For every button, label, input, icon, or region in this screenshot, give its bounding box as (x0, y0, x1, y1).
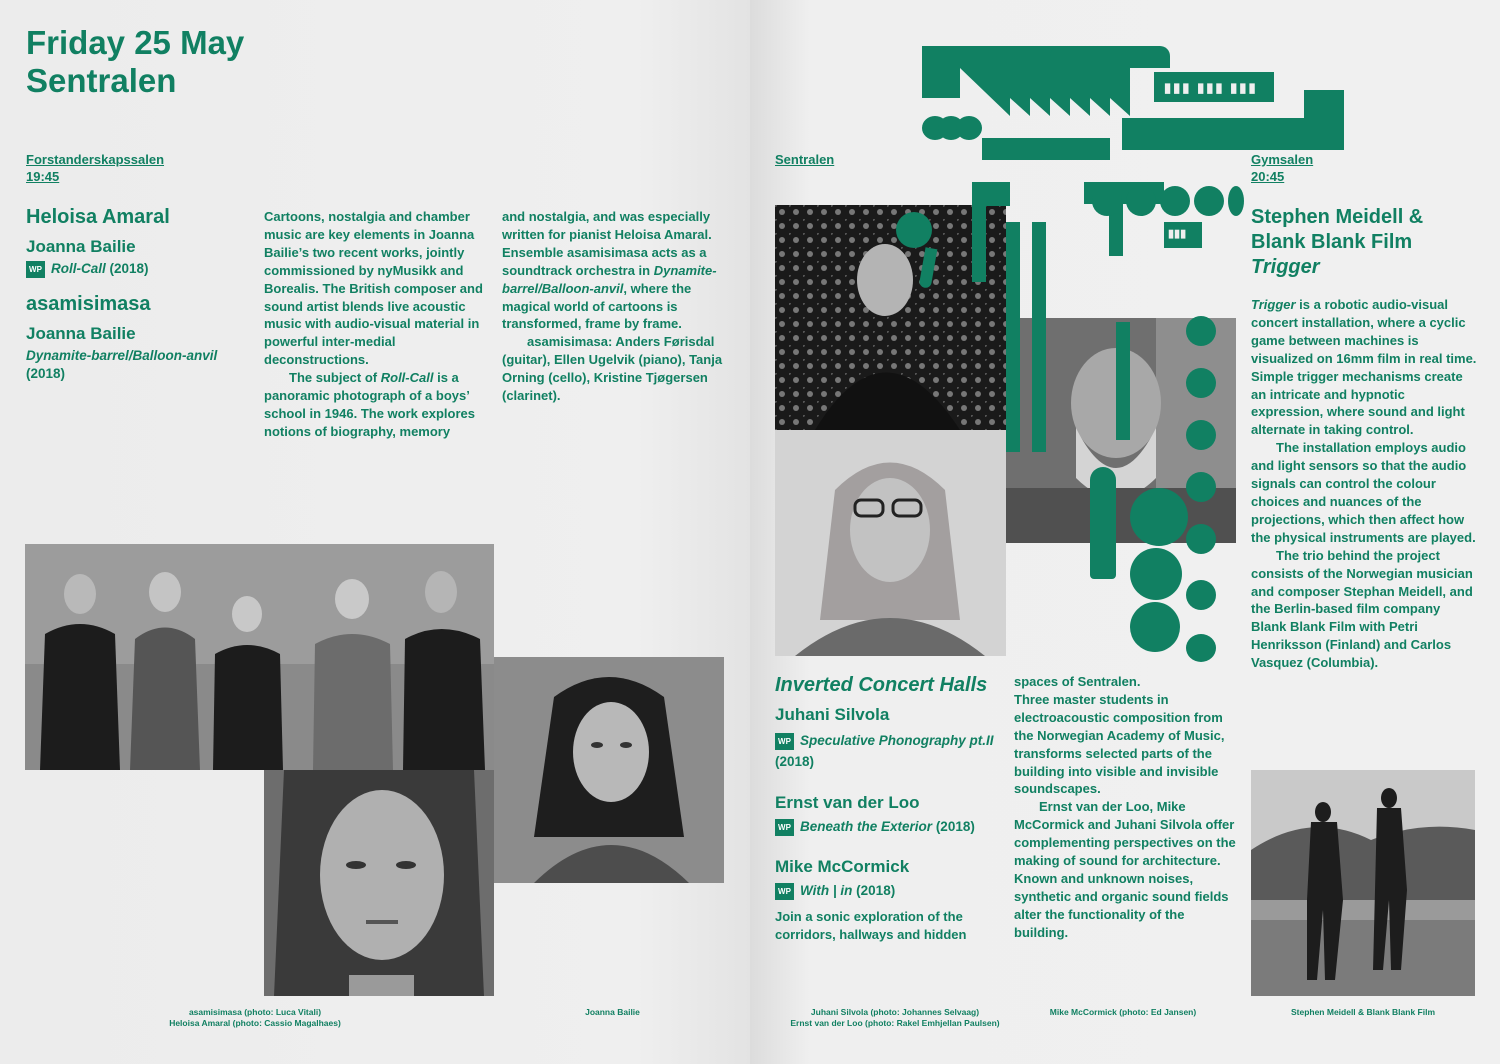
work-title: Dynamite-barrel/Balloon-anvil (2018) (26, 348, 218, 381)
trigger-body: Trigger is a robotic audio-visual concert installation, where a cyclic game between machines is visualized on 16mm film in real time. Simple trigger mechanisms create an intricate and hypnotic expression, where sound and light alternate in taking control. The installation employs audio and light sensors so that the audio signals can control the colour choices and nuances of the projections, which then affect how the physical instruments are played. The trio behind the project consists of the Norwegian musician and composer Stephan Meidell, and the Berlin-based film company Blank Blank Film with Petri Henriksson (Finland) and Carlos Vasquez (Columbia). (1251, 297, 1477, 671)
photo-caption: Stephen Meidell & Blank Blank Film (1290, 1007, 1436, 1017)
program-listing (26, 205, 246, 383)
project-intro: Join a sonic exploration of the corridors, hallways and hidden (775, 909, 967, 942)
world-premiere-badge: WP (775, 883, 794, 900)
photo-caption: Joanna Bailie (585, 1007, 640, 1017)
heloisa-amaral-portrait (264, 770, 494, 996)
body-column-1: Cartoons, nostalgia and chamber music are key elements in Joanna Bailie’s two recent works, jointly commissioned by nyMusikk and Borealis. The British composer and sound artist blends live acoustic music with audio-visual material in powerful inter-medial deconstructions. The subject of Roll-Call is a panoramic photograph of a boys’ school in 1946. The work explores notions of biography, memory (264, 209, 483, 439)
work-title: WP With | in (2018) (775, 882, 1000, 900)
asamisimasa-group-photo (25, 544, 494, 770)
world-premiere-badge: WP (775, 733, 794, 750)
project-listing (775, 673, 1000, 944)
photo-caption: Juhani Silvola (photo: Johannes Selvaag) Ernst van der Loo (photo: Rakel Emhjellan Paulsen) (790, 1007, 1000, 1028)
venue-label: Gymsalen 20:45 (1251, 152, 1314, 184)
photo-caption: Mike McCormick (photo: Ed Jansen) (1049, 1007, 1197, 1017)
venue-label: Sentralen (775, 152, 835, 167)
body-column-2: and nostalgia, and was especially written for pianist Heloisa Amaral. Ensemble asamisimasa acts as a soundtrack orchestra in Dynamite-barrel/Balloon-anvil, where the magical world of cartoons is transformed, frame by frame. asamisimasa: Anders Førisdal (guitar), Ellen Ugelvik (piano), Tanja Orning (cello), Kristine Tjøgersen (clarinet). (502, 209, 723, 404)
work-title: Trigger (1251, 256, 1320, 278)
work-title: WP Roll-Call (2018) (26, 260, 246, 278)
artist-name: Ernst van der Loo (775, 793, 920, 812)
photo-caption: asamisimasa (photo: Luca Vitali) Heloisa Amaral (photo: Cassio Magalhaes) (169, 1007, 341, 1028)
artist-name: Stephen Meidell & Blank Blank Film Trigger (1251, 205, 1479, 280)
blank-blank-film-photo (1251, 770, 1475, 996)
work-title: WP Speculative Phonography pt.II (2018) (775, 733, 994, 769)
world-premiere-badge: WP (26, 261, 45, 278)
work-title: WP Beneath the Exterior (2018) (775, 818, 1000, 836)
composer-name: Joanna Bailie (26, 324, 136, 343)
decorative-pattern-top: ▮▮▮ ▮▮▮ ▮▮▮ (922, 46, 1344, 162)
performer-name: Heloisa Amaral (26, 206, 170, 228)
trigger-listing (1251, 205, 1479, 672)
artist-name: Juhani Silvola (775, 705, 890, 724)
venue-label: Forstanderskapssalen 19:45 (26, 152, 165, 184)
world-premiere-badge: WP (775, 819, 794, 836)
right-page (750, 0, 1500, 1064)
project-body: spaces of Sentralen. Three master students in electroacoustic composition from the Norwegian Academy of Music, transforms selected parts of the building into visible and invisible soundscapes. Ernst van der Loo, Mike McCormick and Juhani Silvola offer complementing perspectives on the making of sound for architecture. Known and unknown noises, synthetic and organic sound fields alter the functionality of the building. (1014, 674, 1236, 940)
joanna-bailie-portrait (494, 657, 724, 883)
decorative-pattern-column: ▮▮▮ (894, 182, 1244, 662)
artist-name: Mike McCormick (775, 857, 910, 876)
project-title: Inverted Concert Halls (775, 674, 988, 696)
performer-name: asamisimasa (26, 293, 151, 315)
page-title: Friday 25 May Sentralen (26, 24, 245, 99)
composer-name: Joanna Bailie (26, 237, 136, 256)
